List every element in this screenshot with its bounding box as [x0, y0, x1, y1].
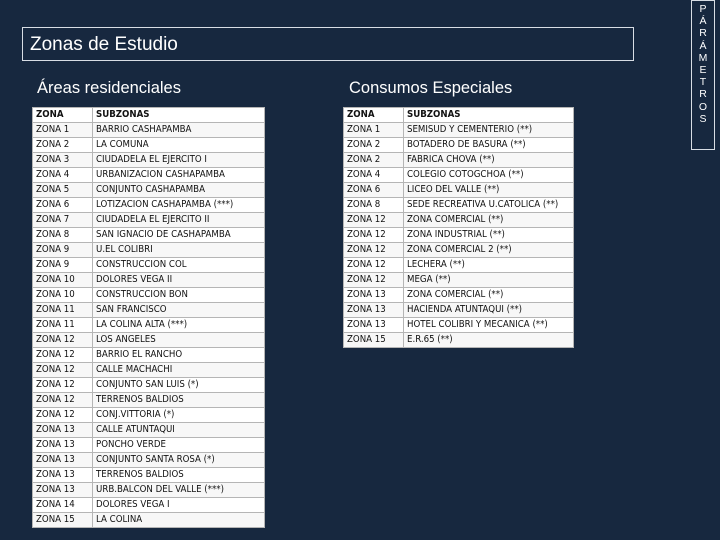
table-row [344, 123, 574, 138]
side-letters [692, 1, 714, 125]
table-row [33, 468, 265, 483]
table-header-row [344, 108, 574, 123]
table-row [33, 303, 265, 318]
subzona-cell: CALLE ATUNTAQUI [93, 423, 265, 438]
zona-cell: ZONA 1 [344, 123, 404, 138]
zona-cell: ZONA 12 [33, 378, 93, 393]
subzona-cell: LOS ANGELES [93, 333, 265, 348]
table-row [33, 213, 265, 228]
table-row [33, 498, 265, 513]
subzona-cell: CONJUNTO CASHAPAMBA [93, 183, 265, 198]
side-letter: R [699, 27, 707, 40]
table-row [33, 318, 265, 333]
table-header-row [33, 108, 265, 123]
table-row [344, 168, 574, 183]
subzona-cell: COLEGIO COTOGCHOA (**) [404, 168, 574, 183]
zona-cell: ZONA 10 [33, 273, 93, 288]
subzona-cell: FABRICA CHOVA (**) [404, 153, 574, 168]
table-row [33, 408, 265, 423]
zona-cell: ZONA 2 [33, 138, 93, 153]
zona-cell: ZONA 7 [33, 213, 93, 228]
residential-zones-table [32, 107, 265, 528]
subzona-cell: SAN IGNACIO DE CASHAPAMBA [93, 228, 265, 243]
subzona-cell: CONJUNTO SAN LUIS (*) [93, 378, 265, 393]
zona-cell: ZONA 12 [33, 333, 93, 348]
zona-cell: ZONA 3 [33, 153, 93, 168]
table-row [33, 393, 265, 408]
subzona-cell: CONSTRUCCION BON [93, 288, 265, 303]
header-zona: ZONA [344, 108, 404, 123]
table-row [33, 183, 265, 198]
zona-cell: ZONA 12 [33, 363, 93, 378]
zona-cell: ZONA 13 [344, 288, 404, 303]
subzona-cell: ZONA COMERCIAL (**) [404, 213, 574, 228]
side-letter: R [699, 88, 707, 101]
zona-cell: ZONA 13 [33, 423, 93, 438]
table-row [33, 228, 265, 243]
table-row [344, 258, 574, 273]
subzona-cell: E.R.65 (**) [404, 333, 574, 348]
title-box [22, 27, 634, 61]
subzona-cell: PONCHO VERDE [93, 438, 265, 453]
zona-cell: ZONA 12 [344, 213, 404, 228]
table-row [33, 123, 265, 138]
zona-cell: ZONA 14 [33, 498, 93, 513]
table-row [344, 153, 574, 168]
zona-cell: ZONA 1 [33, 123, 93, 138]
table-row [344, 318, 574, 333]
side-letter: M [698, 51, 708, 64]
zona-cell: ZONA 2 [344, 138, 404, 153]
table-row [33, 438, 265, 453]
special-consumption-table [343, 107, 574, 348]
table-row [33, 423, 265, 438]
zona-cell: ZONA 8 [33, 228, 93, 243]
table-row [344, 228, 574, 243]
subzona-cell: LA COMUNA [93, 138, 265, 153]
side-letter: E [699, 64, 707, 77]
table-row [344, 183, 574, 198]
subzona-cell: DOLORES VEGA II [93, 273, 265, 288]
zona-cell: ZONA 11 [33, 303, 93, 318]
subzona-cell: DOLORES VEGA I [93, 498, 265, 513]
header-zona: ZONA [33, 108, 93, 123]
special-consumption-heading: Consumos Especiales [349, 79, 513, 97]
zona-cell: ZONA 12 [344, 243, 404, 258]
table-row [33, 513, 265, 528]
zona-cell: ZONA 6 [344, 183, 404, 198]
subzona-cell: LA COLINA [93, 513, 265, 528]
table-row [33, 198, 265, 213]
zona-cell: ZONA 2 [344, 153, 404, 168]
table-row [33, 288, 265, 303]
zona-cell: ZONA 13 [33, 453, 93, 468]
subzona-cell: BARRIO CASHAPAMBA [93, 123, 265, 138]
side-letter: S [699, 112, 707, 125]
table-row [344, 288, 574, 303]
table-row [344, 273, 574, 288]
zona-cell: ZONA 11 [33, 318, 93, 333]
zona-cell: ZONA 9 [33, 258, 93, 273]
table-row [33, 453, 265, 468]
subzona-cell: URBANIZACION CASHAPAMBA [93, 168, 265, 183]
subzona-cell: CONJUNTO SANTA ROSA (*) [93, 453, 265, 468]
table-row [33, 483, 265, 498]
subzona-cell: ZONA COMERCIAL 2 (**) [404, 243, 574, 258]
table-row [33, 348, 265, 363]
subzona-cell: CONSTRUCCION COL [93, 258, 265, 273]
side-letter: Á [699, 39, 707, 52]
table-row [344, 198, 574, 213]
subzona-cell: CONJ.VITTORIA (*) [93, 408, 265, 423]
subzona-cell: CIUDADELA EL EJERCITO I [93, 153, 265, 168]
zona-cell: ZONA 9 [33, 243, 93, 258]
subzona-cell: SEDE RECREATIVA U.CATOLICA (**) [404, 198, 574, 213]
zona-cell: ZONA 4 [344, 168, 404, 183]
subzona-cell: BOTADERO DE BASURA (**) [404, 138, 574, 153]
table-row [33, 273, 265, 288]
zona-cell: ZONA 12 [33, 408, 93, 423]
page-title: Zonas de Estudio [30, 34, 178, 55]
subzona-cell: LA COLINA ALTA (***) [93, 318, 265, 333]
table-row [33, 243, 265, 258]
zona-cell: ZONA 12 [33, 348, 93, 363]
table-row [33, 378, 265, 393]
zona-cell: ZONA 13 [33, 438, 93, 453]
zona-cell: ZONA 12 [33, 393, 93, 408]
subzona-cell: CIUDADELA EL EJERCITO II [93, 213, 265, 228]
subzona-cell: ZONA COMERCIAL (**) [404, 288, 574, 303]
side-letter: T [699, 76, 707, 89]
table-row [33, 138, 265, 153]
zona-cell: ZONA 13 [344, 303, 404, 318]
subzona-cell: ZONA INDUSTRIAL (**) [404, 228, 574, 243]
zona-cell: ZONA 5 [33, 183, 93, 198]
subzona-cell: TERRENOS BALDIOS [93, 468, 265, 483]
subzona-cell: URB.BALCON DEL VALLE (***) [93, 483, 265, 498]
table-row [33, 363, 265, 378]
table-row [33, 168, 265, 183]
table-row [33, 153, 265, 168]
table-row [344, 303, 574, 318]
table-row [33, 258, 265, 273]
zona-cell: ZONA 12 [344, 273, 404, 288]
zona-cell: ZONA 12 [344, 228, 404, 243]
side-letter: Á [699, 15, 707, 28]
zona-cell: ZONA 15 [33, 513, 93, 528]
subzona-cell: HOTEL COLIBRI Y MECANICA (**) [404, 318, 574, 333]
zona-cell: ZONA 8 [344, 198, 404, 213]
subzona-cell: LICEO DEL VALLE (**) [404, 183, 574, 198]
subzona-cell: MEGA (**) [404, 273, 574, 288]
subzona-cell: SAN FRANCISCO [93, 303, 265, 318]
table-row [344, 138, 574, 153]
side-letter: O [698, 100, 708, 113]
side-label-parametros [691, 0, 715, 150]
subzona-cell: U.EL COLIBRI [93, 243, 265, 258]
zona-cell: ZONA 13 [33, 483, 93, 498]
zona-cell: ZONA 13 [33, 468, 93, 483]
subzona-cell: LOTIZACION CASHAPAMBA (***) [93, 198, 265, 213]
zona-cell: ZONA 13 [344, 318, 404, 333]
residential-heading: Áreas residenciales [37, 79, 181, 97]
zona-cell: ZONA 12 [344, 258, 404, 273]
zona-cell: ZONA 4 [33, 168, 93, 183]
table-row [33, 333, 265, 348]
subzona-cell: CALLE MACHACHI [93, 363, 265, 378]
subzona-cell: BARRIO EL RANCHO [93, 348, 265, 363]
zona-cell: ZONA 6 [33, 198, 93, 213]
subzona-cell: HACIENDA ATUNTAQUI (**) [404, 303, 574, 318]
header-subzonas: SUBZONAS [404, 108, 574, 123]
zona-cell: ZONA 10 [33, 288, 93, 303]
subzona-cell: SEMISUD Y CEMENTERIO (**) [404, 123, 574, 138]
table-row [344, 243, 574, 258]
table-row [344, 333, 574, 348]
side-letter: P [699, 3, 707, 15]
header-subzonas: SUBZONAS [93, 108, 265, 123]
subzona-cell: TERRENOS BALDIOS [93, 393, 265, 408]
table-row [344, 213, 574, 228]
subzona-cell: LECHERA (**) [404, 258, 574, 273]
zona-cell: ZONA 15 [344, 333, 404, 348]
